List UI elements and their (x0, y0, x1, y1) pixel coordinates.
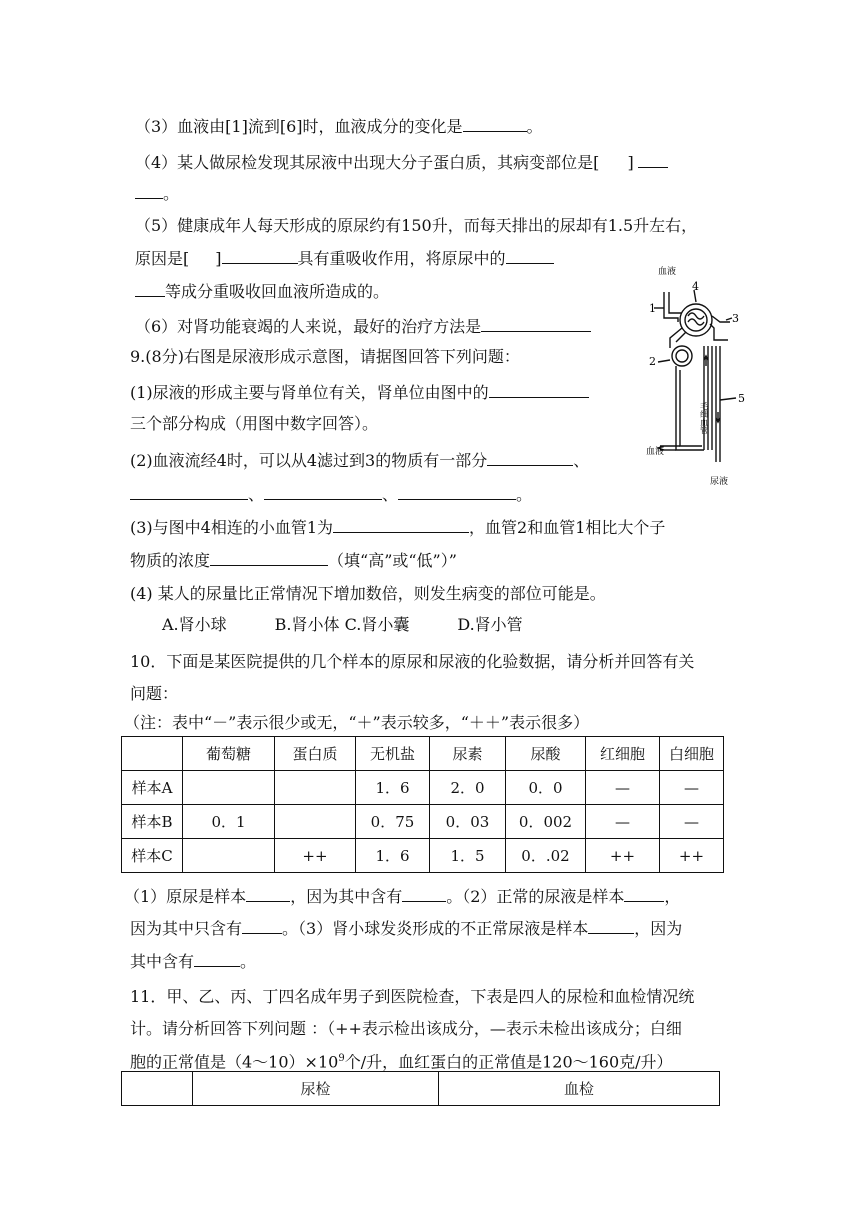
table-cell: 1．6 (356, 839, 430, 873)
table-cell (275, 805, 356, 839)
q9-item4-text: (4) 某人的尿量比正常情况下增加数倍，则发生病变的部位可能是。 (130, 584, 606, 603)
q9-item1-cont-text: 三个部分构成（用图中数字回答）。 (130, 414, 379, 433)
label-blood-in: 血液 (658, 267, 677, 277)
q11-line1 (130, 986, 694, 1008)
label-capillary: 毛细血管 (699, 402, 709, 434)
q9-item3-cont-text: 物质的浓度 (130, 551, 211, 570)
q8-item5-bracket: ] (215, 249, 222, 268)
table-header-cell: 蛋白质 (275, 737, 356, 771)
table-cell: — (660, 805, 724, 839)
answer-blank[interactable] (130, 483, 248, 500)
q10-answer-text: 。（2）正常的尿液是样本 (446, 887, 625, 906)
answer-blank[interactable] (487, 449, 573, 466)
table-header-cell: 葡萄糖 (183, 737, 275, 771)
table-header-row (122, 737, 724, 771)
q10-title-text: 10．下面是某医院提供的几个样本的原尿和尿液的化验数据，请分析并回答有关 (130, 652, 695, 671)
q10-title-line1 (130, 651, 694, 673)
table-cell: 1．6 (356, 771, 430, 805)
q10-answer-text: ， (664, 887, 681, 906)
answer-blank[interactable] (194, 950, 240, 967)
q10-title-line2 (130, 683, 178, 705)
table-header-cell (122, 737, 183, 771)
q8-item4 (135, 151, 668, 174)
sample-table (121, 736, 724, 873)
table-row (122, 771, 724, 805)
q9-item1 (130, 381, 589, 404)
q11-text: 计。请分析回答下列问题 ：（++表示检出该成分，—表示未检出该成分；白细 (130, 1019, 682, 1038)
table-cell (275, 771, 356, 805)
label-3: 3 (732, 312, 739, 325)
table-cell: 2．0 (430, 771, 506, 805)
exam-table (121, 1071, 720, 1106)
q8-item4-end: 。 (163, 184, 180, 203)
q8-item6 (135, 315, 591, 338)
table-cell: 0．1 (183, 805, 275, 839)
answer-blank[interactable] (481, 315, 591, 332)
table-cell: 1．5 (430, 839, 506, 873)
q8-item5-line2 (135, 247, 554, 270)
table-cell: — (586, 771, 660, 805)
q9-item1-cont (130, 413, 378, 435)
q10-answer-text: 。（3）肾小球发炎形成的不正常尿液是样本 (282, 919, 589, 938)
table-cell: ++ (586, 839, 660, 873)
answer-blank[interactable] (624, 885, 664, 902)
q10-answers-line2 (130, 917, 682, 940)
answer-blank[interactable] (246, 885, 290, 902)
q9-item2-cont (130, 483, 532, 506)
q11-text: 胞的正常值是（4～10）×10 (130, 1052, 339, 1072)
q9-item3-cont (130, 549, 457, 572)
table-cell: ++ (275, 839, 356, 873)
period: 。 (516, 485, 533, 504)
table-header-cell: 白细胞 (660, 737, 724, 771)
answer-blank[interactable] (588, 917, 634, 934)
q9-item2 (130, 449, 589, 472)
q8-item3-text: （3）血液由[1]流到[6]时，血液成分的变化是 (135, 117, 463, 136)
table-cell: 0．03 (430, 805, 506, 839)
answer-blank[interactable] (264, 483, 382, 500)
q8-item5-middle: 具有重吸收作用，将原尿中的 (297, 249, 506, 268)
q9-item3-end: （填“高”或“低”）” (328, 551, 457, 570)
table-row (122, 839, 724, 873)
answer-blank[interactable] (398, 483, 516, 500)
q8-item5-line1 (135, 215, 697, 237)
q10-answers-line1 (124, 885, 680, 908)
table-header-cell (122, 1072, 193, 1106)
label-5: 5 (738, 392, 745, 405)
table-cell: 0．0 (506, 771, 586, 805)
q11-text: 个/升，血红蛋白的正常值是120～160克/升） (344, 1052, 673, 1072)
q9-title-text: 9.(8分)右图是尿液形成示意图，请据图回答下列问题： (130, 347, 520, 366)
q8-item5-end: 等成分重吸收回血液所造成的。 (165, 282, 390, 301)
answer-blank[interactable] (135, 182, 163, 199)
separator: 、 (382, 485, 399, 504)
q11-text: 11．甲、乙、丙、丁四名成年男子到医院检查，下表是四人的尿检和血检情况统 (130, 987, 695, 1006)
table-cell: 样本A (122, 771, 183, 805)
label-urine: 尿液 (710, 477, 729, 487)
exponent: 9 (338, 1053, 345, 1064)
answer-blank[interactable] (333, 516, 469, 533)
table-cell (183, 771, 275, 805)
q8-item4-bracket: ] (627, 153, 634, 172)
table-cell (183, 839, 275, 873)
answer-blank[interactable] (222, 247, 298, 264)
q11-line3 (130, 1048, 673, 1073)
table-header-cell: 血检 (439, 1072, 720, 1106)
label-blood-out: 血液 (646, 447, 665, 457)
q9-options-text: A.肾小球 B.肾小体 C.肾小囊 D.肾小管 (162, 615, 523, 634)
table-header-cell: 无机盐 (356, 737, 430, 771)
table-cell: — (660, 771, 724, 805)
q8-item5-line3 (135, 280, 389, 303)
table-cell: 样本C (122, 839, 183, 873)
table-header-cell: 尿素 (430, 737, 506, 771)
answer-blank[interactable] (135, 280, 165, 297)
q10-answer-text: 其中含有 (130, 952, 195, 971)
separator: 、 (573, 451, 590, 470)
nephron-diagram (646, 262, 750, 492)
table-cell: 0．.02 (506, 839, 586, 873)
q10-answer-text: 。 (240, 952, 257, 971)
table-header-row (122, 1072, 720, 1106)
table-row (122, 805, 724, 839)
q10-answers-line3 (130, 950, 256, 973)
table-cell: 0．002 (506, 805, 586, 839)
answer-blank[interactable] (638, 151, 668, 168)
q9-options (162, 614, 523, 636)
q9-item3 (130, 516, 665, 539)
table-header-cell: 红细胞 (586, 737, 660, 771)
q10-note (124, 712, 589, 734)
q10-note-text: （注：表中“－”表示很少或无，“＋”表示较多，“＋＋”表示很多） (124, 713, 590, 732)
q8-item4-cont (135, 182, 179, 205)
answer-blank[interactable] (506, 247, 554, 264)
table-header-cell: 尿酸 (506, 737, 586, 771)
separator: 、 (248, 485, 265, 504)
q10-title-text2: 问题： (130, 684, 179, 703)
table-cell: — (586, 805, 660, 839)
q9-item4 (130, 583, 606, 605)
q8-item4-text: （4）某人做尿检发现其尿液中出现大分子蛋白质，其病变部位是[ (135, 153, 600, 172)
table-cell: ++ (660, 839, 724, 873)
q8-item5-text: （5）健康成年人每天形成的原尿约有150升，而每天排出的尿却有1.5升左右， (135, 216, 698, 235)
table-cell: 0．75 (356, 805, 430, 839)
q9-item3-text: (3)与图中4相连的小血管1为 (130, 518, 334, 537)
q10-answer-text: （1）原尿是样本 (124, 887, 247, 906)
q9-item3-middle: ，血管2和血管1相比大个子 (469, 518, 666, 537)
table-header-cell: 尿检 (193, 1072, 439, 1106)
label-1: 1 (649, 302, 656, 315)
answer-blank[interactable] (242, 917, 282, 934)
q11-line2 (130, 1018, 682, 1040)
q10-answer-text: ，因为其中含有 (290, 887, 403, 906)
label-2: 2 (649, 355, 656, 368)
q10-answer-text: 因为其中只含有 (130, 919, 243, 938)
q9-item1-text: (1)尿液的形成主要与肾单位有关，肾单位由图中的 (130, 383, 489, 402)
q10-answer-text: ，因为 (634, 919, 683, 938)
label-4: 4 (692, 280, 699, 293)
answer-blank[interactable] (489, 381, 589, 398)
q8-item3 (135, 115, 543, 138)
q9-title (130, 346, 520, 368)
q8-item6-text: （6）对肾功能衰竭的人来说，最好的治疗方法是 (135, 317, 482, 336)
q8-item3-end: 。 (526, 117, 543, 136)
q8-item5-prefix: 原因是[ (135, 249, 190, 268)
answer-blank[interactable] (402, 885, 446, 902)
answer-blank[interactable] (210, 549, 328, 566)
table-cell: 样本B (122, 805, 183, 839)
q9-item2-text: (2)血液流经4时，可以从4滤过到3的物质有一部分 (130, 451, 488, 470)
answer-blank[interactable] (463, 115, 527, 132)
